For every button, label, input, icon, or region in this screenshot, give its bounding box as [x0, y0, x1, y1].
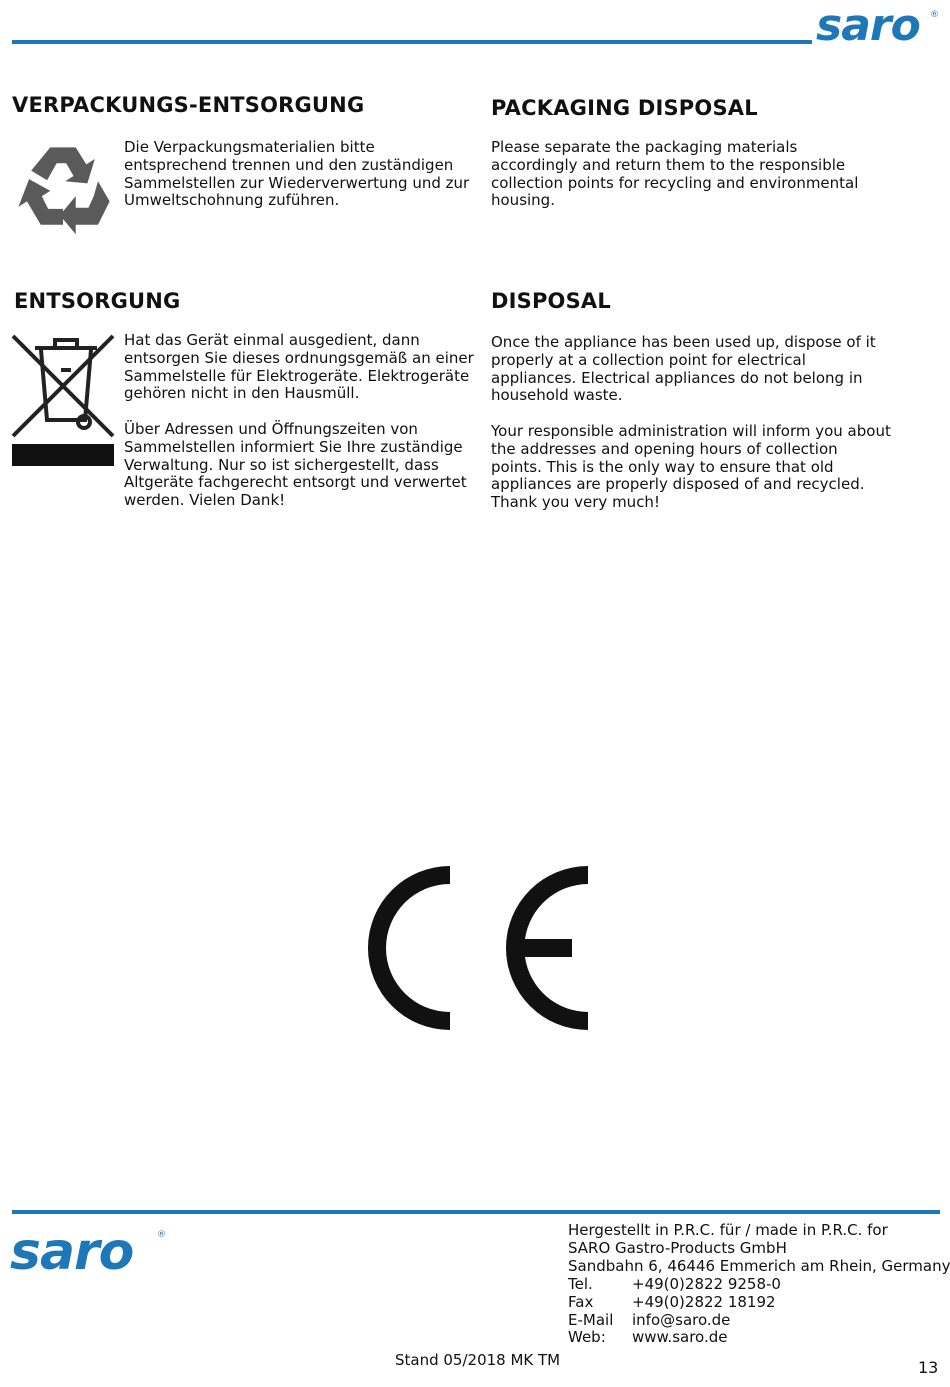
footer-email-value[interactable]: info@saro.de [632, 1311, 731, 1329]
packaging-de-title: VERPACKUNGS-ENTSORGUNG [12, 93, 365, 117]
footer-address: Sandbahn 6, 46446 Emmerich am Rhein, Germany [568, 1257, 950, 1275]
footer-tel [568, 1276, 781, 1294]
footer-rule [12, 1210, 940, 1214]
footer-company: SARO Gastro-Products GmbH [568, 1239, 787, 1257]
footer-tel-value: +49(0)2822 9258-0 [632, 1275, 781, 1293]
packaging-de-text: Die Verpackungsmaterialien bitte entsprechend trennen und den zuständigen Sammelstellen zur Wiederverwertung und zur Umweltschohnung zuführen. [124, 138, 470, 210]
footer-web [568, 1329, 727, 1347]
packaging-en-title: PACKAGING DISPOSAL [491, 96, 758, 120]
footer-fax [568, 1294, 776, 1312]
footer-made-in: Hergestellt in P.R.C. für / made in P.R.C. for [568, 1221, 888, 1239]
footer-web-label: Web: [568, 1328, 606, 1346]
header-rule [12, 40, 812, 44]
crossed-out-bin-icon [11, 332, 115, 466]
footer-stand: Stand 05/2018 MK TM [395, 1351, 561, 1369]
disposal-en-title: DISPOSAL [491, 289, 611, 313]
ce-mark-icon [360, 866, 592, 1030]
footer-tel-label: Tel. [568, 1275, 593, 1293]
footer-email-label: E-Mail [568, 1311, 614, 1329]
footer-fax-label: Fax [568, 1293, 594, 1311]
disposal-en-text1: Once the appliance has been used up, dispose of it properly at a collection point for electrical appliances. Electrical appliances do not belong in household waste. [491, 333, 876, 405]
page-number: 13 [918, 1358, 939, 1377]
footer-web-value[interactable]: www.saro.de [632, 1328, 728, 1346]
packaging-en-text: Please separate the packaging materials accordingly and return them to the responsible collection points for recycling and environmental housing. [491, 138, 859, 210]
footer-logo-registered: ® [157, 1230, 166, 1240]
disposal-de-text2: Über Adressen und Öffnungszeiten von Sammelstellen informiert Sie Ihre zuständige Verwaltung. Nur so ist sichergestellt, dass Altgeräte fachgerecht entsorgt und verwertet werden. Vielen Dank! [124, 420, 467, 510]
footer-fax-value: +49(0)2822 18192 [632, 1293, 776, 1311]
disposal-de-title: ENTSORGUNG [14, 289, 181, 313]
footer-logo: saro [10, 1222, 134, 1282]
recycle-icon [10, 140, 116, 248]
disposal-en-text2: Your responsible administration will inform you about the addresses and opening hours of collection points. This is the only way to ensure that old appliances are properly disposed of and recycled. Thank you very much! [491, 422, 891, 512]
header-logo-registered: ® [930, 10, 939, 20]
disposal-de-text1: Hat das Gerät einmal ausgedient, dann entsorgen Sie dieses ordnungsgemäß an einer Sammelstelle für Elektrogeräte. Elektrogeräte gehören nicht in den Hausmüll. [124, 331, 474, 403]
header-logo: saro [816, 0, 920, 51]
